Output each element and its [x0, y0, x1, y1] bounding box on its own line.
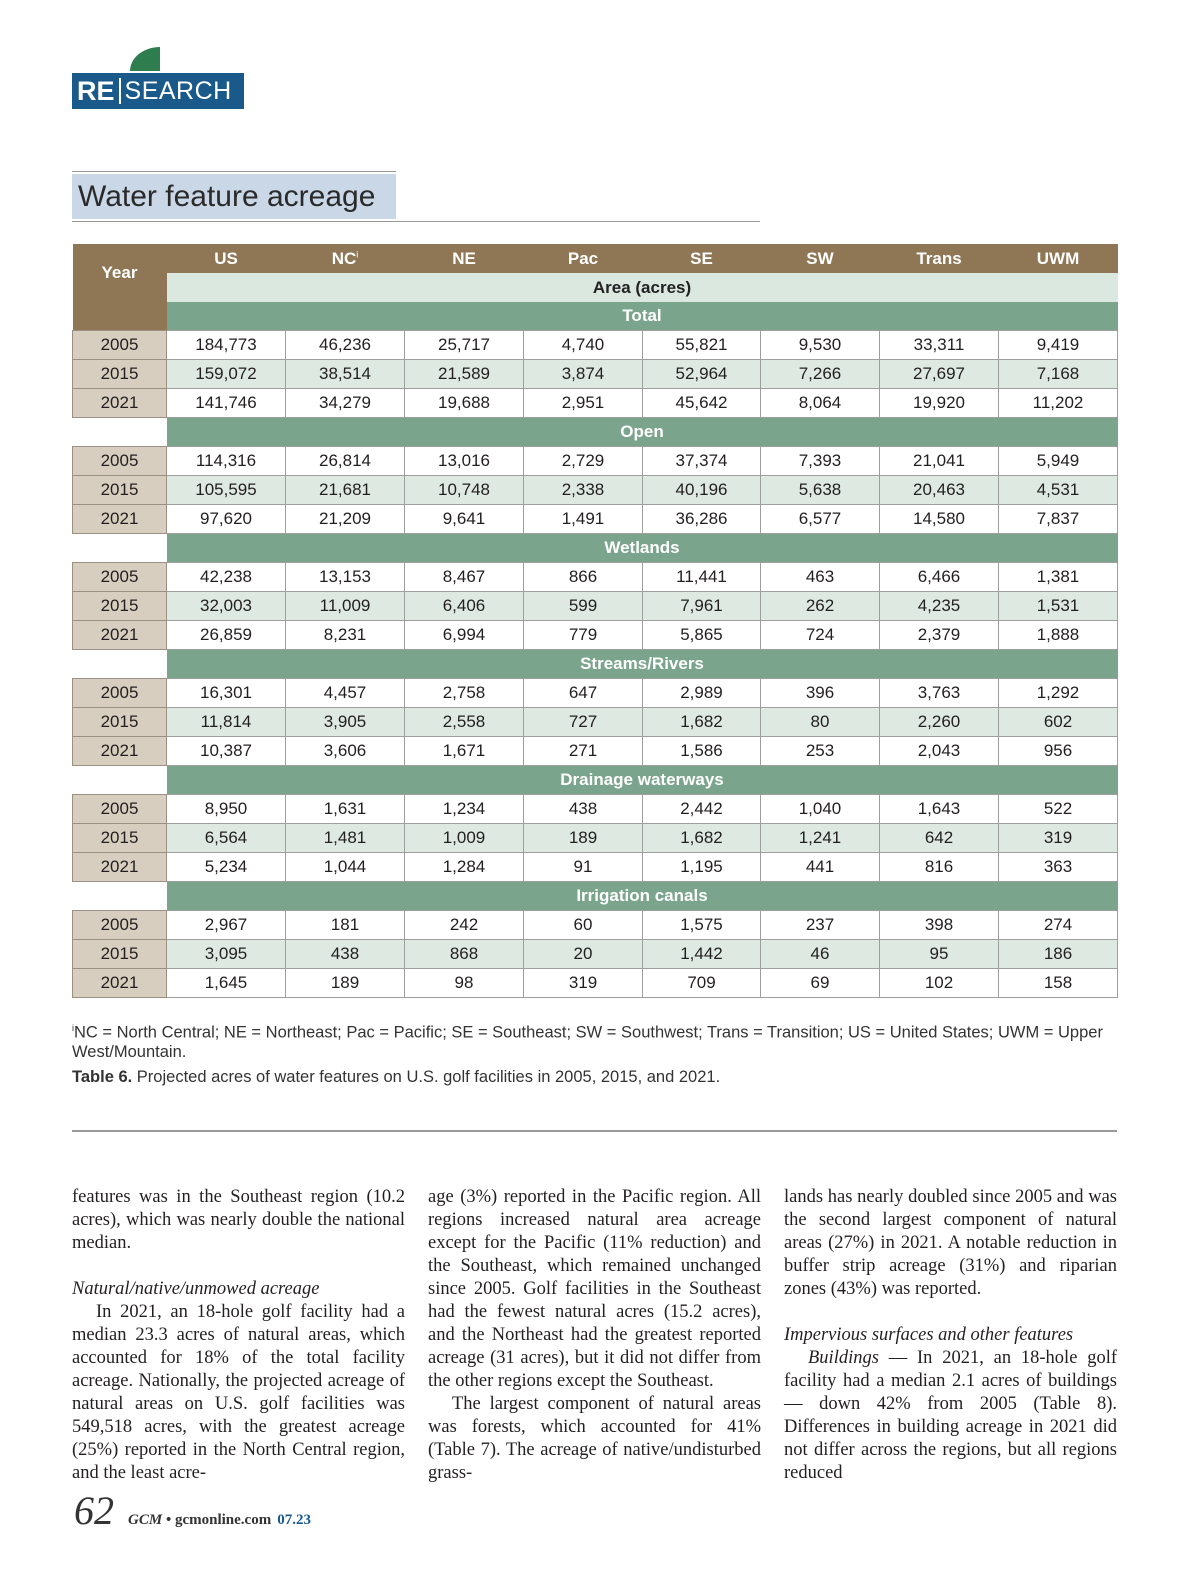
- run-in-heading: Buildings: [808, 1348, 879, 1368]
- table-caption: [72, 1068, 720, 1087]
- value-cell: 868: [405, 940, 524, 969]
- nc-footnote-mark: i: [356, 248, 359, 259]
- value-cell: 1,381: [999, 563, 1118, 592]
- website: gcmonline.com: [174, 1512, 272, 1528]
- table-row: [73, 360, 1118, 389]
- value-cell: 2,729: [524, 447, 643, 476]
- value-cell: 1,491: [524, 505, 643, 534]
- value-cell: 3,874: [524, 360, 643, 389]
- value-cell: 1,241: [761, 824, 880, 853]
- value-cell: 11,009: [286, 592, 405, 621]
- value-cell: 319: [999, 824, 1118, 853]
- table-row: [73, 447, 1118, 476]
- value-cell: 184,773: [167, 331, 286, 360]
- value-cell: 10,748: [405, 476, 524, 505]
- value-cell: 141,746: [167, 389, 286, 418]
- table-row: [73, 389, 1118, 418]
- value-cell: 1,643: [880, 795, 999, 824]
- paragraph: age (3%) reported in the Pacific region. All regions increased natural area acreage except for the Pacific (11% reduction) and the Southeast, which remained unchanged since 2005. Golf facilities in the Southeast had the fewest natural acres (15.2 acres), and the Northeast had the greatest reported acreage (31 acres), but it did not differ from the other regions except the Southeast.: [428, 1187, 761, 1391]
- region-header: Pac: [524, 244, 643, 273]
- value-cell: 21,041: [880, 447, 999, 476]
- table-row: [73, 563, 1118, 592]
- category-label: Total: [167, 302, 1118, 331]
- value-cell: 4,235: [880, 592, 999, 621]
- value-cell: 2,379: [880, 621, 999, 650]
- value-cell: 102: [880, 969, 999, 998]
- value-cell: 1,888: [999, 621, 1118, 650]
- value-cell: 32,003: [167, 592, 286, 621]
- value-cell: 46: [761, 940, 880, 969]
- table-footnote: [72, 1023, 1200, 1062]
- logo-divider: [119, 78, 121, 104]
- value-cell: 20,463: [880, 476, 999, 505]
- value-cell: 114,316: [167, 447, 286, 476]
- value-cell: 779: [524, 621, 643, 650]
- value-cell: 1,284: [405, 853, 524, 882]
- value-cell: 37,374: [643, 447, 761, 476]
- value-cell: 6,577: [761, 505, 880, 534]
- category-spacer: [73, 766, 167, 795]
- value-cell: 271: [524, 737, 643, 766]
- value-cell: 1,040: [761, 795, 880, 824]
- value-cell: 3,606: [286, 737, 405, 766]
- value-cell: 1,481: [286, 824, 405, 853]
- table-row: [73, 679, 1118, 708]
- value-cell: 8,064: [761, 389, 880, 418]
- value-cell: 25,717: [405, 331, 524, 360]
- value-cell: 26,814: [286, 447, 405, 476]
- publication-name: GCM: [128, 1512, 163, 1528]
- paragraph: The largest component of natural areas was forests, which accounted for 41% (Table 7). The acreage of native/undisturbed grass-: [428, 1394, 761, 1483]
- year-cell: 2015: [73, 708, 167, 737]
- value-cell: 21,589: [405, 360, 524, 389]
- value-cell: 10,387: [167, 737, 286, 766]
- region-header: US: [167, 244, 286, 273]
- title-top-rule: [72, 171, 396, 172]
- value-cell: 6,406: [405, 592, 524, 621]
- value-cell: 1,195: [643, 853, 761, 882]
- value-cell: 8,231: [286, 621, 405, 650]
- value-cell: 816: [880, 853, 999, 882]
- value-cell: 9,530: [761, 331, 880, 360]
- value-cell: 2,989: [643, 679, 761, 708]
- section-divider: [72, 1130, 1117, 1132]
- value-cell: 91: [524, 853, 643, 882]
- value-cell: 363: [999, 853, 1118, 882]
- category-row: [73, 302, 1118, 331]
- value-cell: 1,292: [999, 679, 1118, 708]
- value-cell: 4,457: [286, 679, 405, 708]
- value-cell: 95: [880, 940, 999, 969]
- value-cell: 438: [286, 940, 405, 969]
- value-cell: 7,266: [761, 360, 880, 389]
- value-cell: 727: [524, 708, 643, 737]
- table-row: [73, 737, 1118, 766]
- year-cell: 2015: [73, 592, 167, 621]
- table-row: [73, 331, 1118, 360]
- section-title: Water feature acreage: [72, 174, 396, 219]
- value-cell: 40,196: [643, 476, 761, 505]
- value-cell: 1,682: [643, 824, 761, 853]
- value-cell: 253: [761, 737, 880, 766]
- region-header: SW: [761, 244, 880, 273]
- year-cell: 2015: [73, 476, 167, 505]
- page-number: 62: [74, 1488, 114, 1533]
- table-row: [73, 505, 1118, 534]
- text-column-3: [784, 1186, 1117, 1485]
- footnote-text: NC = North Central; NE = Northeast; Pac = Pacific; SE = Southeast; SW = Southwest; Trans = Transition; US = United States; UWM = Upper West/Mountain.: [72, 1023, 1103, 1061]
- value-cell: 2,338: [524, 476, 643, 505]
- category-row: [73, 650, 1118, 679]
- value-cell: 8,950: [167, 795, 286, 824]
- logo-search: SEARCH: [124, 76, 232, 105]
- value-cell: 599: [524, 592, 643, 621]
- value-cell: 60: [524, 911, 643, 940]
- year-cell: 2021: [73, 389, 167, 418]
- category-spacer: [73, 882, 167, 911]
- value-cell: 38,514: [286, 360, 405, 389]
- category-label: Streams/Rivers: [167, 650, 1118, 679]
- region-header: UWM: [999, 244, 1118, 273]
- value-cell: 7,837: [999, 505, 1118, 534]
- value-cell: 2,442: [643, 795, 761, 824]
- category-row: [73, 882, 1118, 911]
- value-cell: 98: [405, 969, 524, 998]
- value-cell: 11,441: [643, 563, 761, 592]
- table-row: [73, 824, 1118, 853]
- value-cell: 11,814: [167, 708, 286, 737]
- value-cell: 647: [524, 679, 643, 708]
- value-cell: 189: [286, 969, 405, 998]
- value-cell: 3,763: [880, 679, 999, 708]
- value-cell: 2,043: [880, 737, 999, 766]
- value-cell: 4,531: [999, 476, 1118, 505]
- water-feature-table: [72, 244, 1118, 998]
- value-cell: 6,564: [167, 824, 286, 853]
- category-row: [73, 766, 1118, 795]
- value-cell: 5,638: [761, 476, 880, 505]
- year-cell: 2021: [73, 969, 167, 998]
- value-cell: 441: [761, 853, 880, 882]
- value-cell: 602: [999, 708, 1118, 737]
- region-header: NE: [405, 244, 524, 273]
- category-spacer: [73, 418, 167, 447]
- value-cell: 2,967: [167, 911, 286, 940]
- value-cell: 709: [643, 969, 761, 998]
- table-row: [73, 592, 1118, 621]
- category-label: Open: [167, 418, 1118, 447]
- subheading: Natural/native/unmowed acreage: [72, 1279, 320, 1299]
- value-cell: 1,442: [643, 940, 761, 969]
- value-cell: 3,095: [167, 940, 286, 969]
- value-cell: 8,467: [405, 563, 524, 592]
- year-cell: 2021: [73, 853, 167, 882]
- value-cell: 642: [880, 824, 999, 853]
- category-label: Drainage waterways: [167, 766, 1118, 795]
- year-cell: 2015: [73, 824, 167, 853]
- value-cell: 55,821: [643, 331, 761, 360]
- value-cell: 724: [761, 621, 880, 650]
- table-row: [73, 911, 1118, 940]
- year-cell: 2005: [73, 911, 167, 940]
- value-cell: 42,238: [167, 563, 286, 592]
- value-cell: 26,859: [167, 621, 286, 650]
- caption-text: Projected acres of water features on U.S. golf facilities in 2005, 2015, and 2021.: [132, 1068, 721, 1086]
- year-cell: 2005: [73, 795, 167, 824]
- table-row: [73, 708, 1118, 737]
- issue-date: 07.23: [277, 1512, 311, 1528]
- value-cell: 21,681: [286, 476, 405, 505]
- category-spacer: [73, 650, 167, 679]
- year-cell: 2021: [73, 621, 167, 650]
- text-column-2: [428, 1186, 761, 1485]
- area-acres-header: Area (acres): [167, 273, 1118, 302]
- table-row: [73, 621, 1118, 650]
- value-cell: 2,951: [524, 389, 643, 418]
- footnote-mark: i: [72, 1023, 74, 1033]
- value-cell: 2,558: [405, 708, 524, 737]
- value-cell: 463: [761, 563, 880, 592]
- value-cell: 7,393: [761, 447, 880, 476]
- paragraph-text: — In 2021, an 18-hole golf facility had a median 2.1 acres of buildings — down 42% from 2005 (Table 8). Differences in building acreage in 2021 did not differ across the regions, but all regions reduced: [784, 1348, 1117, 1483]
- title-bottom-rule: [72, 221, 760, 222]
- value-cell: 16,301: [167, 679, 286, 708]
- year-cell: 2021: [73, 505, 167, 534]
- category-label: Wetlands: [167, 534, 1118, 563]
- value-cell: 7,168: [999, 360, 1118, 389]
- table-body: [73, 302, 1118, 998]
- year-cell: 2015: [73, 360, 167, 389]
- category-label: Irrigation canals: [167, 882, 1118, 911]
- bullet: •: [162, 1512, 175, 1528]
- value-cell: 52,964: [643, 360, 761, 389]
- table-row: [73, 940, 1118, 969]
- paragraph: features was in the Southeast region (10.2 acres), which was nearly double the national median.: [72, 1187, 405, 1253]
- value-cell: 27,697: [880, 360, 999, 389]
- value-cell: 1,631: [286, 795, 405, 824]
- year-cell: 2005: [73, 447, 167, 476]
- category-row: [73, 418, 1118, 447]
- value-cell: 3,905: [286, 708, 405, 737]
- value-cell: 1,575: [643, 911, 761, 940]
- region-header: SE: [643, 244, 761, 273]
- value-cell: 46,236: [286, 331, 405, 360]
- value-cell: 19,688: [405, 389, 524, 418]
- value-cell: 159,072: [167, 360, 286, 389]
- value-cell: 319: [524, 969, 643, 998]
- region-header: $NC^i$: [286, 244, 405, 273]
- value-cell: 396: [761, 679, 880, 708]
- value-cell: 97,620: [167, 505, 286, 534]
- value-cell: 189: [524, 824, 643, 853]
- value-cell: 19,920: [880, 389, 999, 418]
- value-cell: 5,234: [167, 853, 286, 882]
- value-cell: 9,641: [405, 505, 524, 534]
- value-cell: 13,153: [286, 563, 405, 592]
- page-folio: [74, 1487, 311, 1534]
- value-cell: 1,531: [999, 592, 1118, 621]
- value-cell: 186: [999, 940, 1118, 969]
- logo-box: [72, 73, 244, 109]
- category-row: [73, 534, 1118, 563]
- paragraph: In 2021, an 18-hole golf facility had a median 23.3 acres of natural areas, which accounted for 18% of the total facility acreage. Nationally, the projected acreage of natural areas on U.S. golf facilities was 549,518 acres, with the greatest acreage (25%) reported in the North Central region, and the least acre-: [72, 1302, 405, 1483]
- caption-label: Table 6.: [72, 1068, 133, 1086]
- value-cell: 398: [880, 911, 999, 940]
- leaf-icon: [130, 47, 160, 71]
- year-cell: 2005: [73, 679, 167, 708]
- table-row: [73, 969, 1118, 998]
- value-cell: 158: [999, 969, 1118, 998]
- value-cell: 438: [524, 795, 643, 824]
- value-cell: 1,645: [167, 969, 286, 998]
- value-cell: 242: [405, 911, 524, 940]
- value-cell: 6,994: [405, 621, 524, 650]
- value-cell: 262: [761, 592, 880, 621]
- value-cell: 1,009: [405, 824, 524, 853]
- table-row: [73, 476, 1118, 505]
- category-spacer: [73, 534, 167, 563]
- value-cell: 21,209: [286, 505, 405, 534]
- year-cell: 2021: [73, 737, 167, 766]
- value-cell: 9,419: [999, 331, 1118, 360]
- text-column-1: [72, 1186, 405, 1485]
- year-header: Year: [73, 244, 167, 302]
- table-row: [73, 795, 1118, 824]
- value-cell: 20: [524, 940, 643, 969]
- value-cell: 11,202: [999, 389, 1118, 418]
- value-cell: 1,671: [405, 737, 524, 766]
- category-spacer: [73, 302, 167, 331]
- region-header: Trans: [880, 244, 999, 273]
- value-cell: 274: [999, 911, 1118, 940]
- value-cell: 2,260: [880, 708, 999, 737]
- value-cell: 34,279: [286, 389, 405, 418]
- value-cell: 1,586: [643, 737, 761, 766]
- year-cell: 2015: [73, 940, 167, 969]
- year-cell: 2005: [73, 563, 167, 592]
- value-cell: 1,682: [643, 708, 761, 737]
- value-cell: 237: [761, 911, 880, 940]
- value-cell: 69: [761, 969, 880, 998]
- logo-re: RE: [77, 75, 115, 106]
- value-cell: 33,311: [880, 331, 999, 360]
- value-cell: 36,286: [643, 505, 761, 534]
- subheading: Impervious surfaces and other features: [784, 1325, 1074, 1345]
- value-cell: 5,949: [999, 447, 1118, 476]
- year-cell: 2005: [73, 331, 167, 360]
- value-cell: 2,758: [405, 679, 524, 708]
- paragraph: [784, 1347, 1117, 1485]
- value-cell: 4,740: [524, 331, 643, 360]
- value-cell: 866: [524, 563, 643, 592]
- value-cell: 522: [999, 795, 1118, 824]
- value-cell: 956: [999, 737, 1118, 766]
- value-cell: 80: [761, 708, 880, 737]
- table-row: [73, 853, 1118, 882]
- value-cell: 45,642: [643, 389, 761, 418]
- value-cell: 1,044: [286, 853, 405, 882]
- value-cell: 105,595: [167, 476, 286, 505]
- paragraph: lands has nearly doubled since 2005 and was the second largest component of natural areas (27%) in 2021. A notable reduction in buffer strip acreage (31%) and riparian zones (43%) was reported.: [784, 1187, 1117, 1299]
- value-cell: 5,865: [643, 621, 761, 650]
- value-cell: 7,961: [643, 592, 761, 621]
- value-cell: 14,580: [880, 505, 999, 534]
- value-cell: 181: [286, 911, 405, 940]
- value-cell: 1,234: [405, 795, 524, 824]
- value-cell: 13,016: [405, 447, 524, 476]
- value-cell: 6,466: [880, 563, 999, 592]
